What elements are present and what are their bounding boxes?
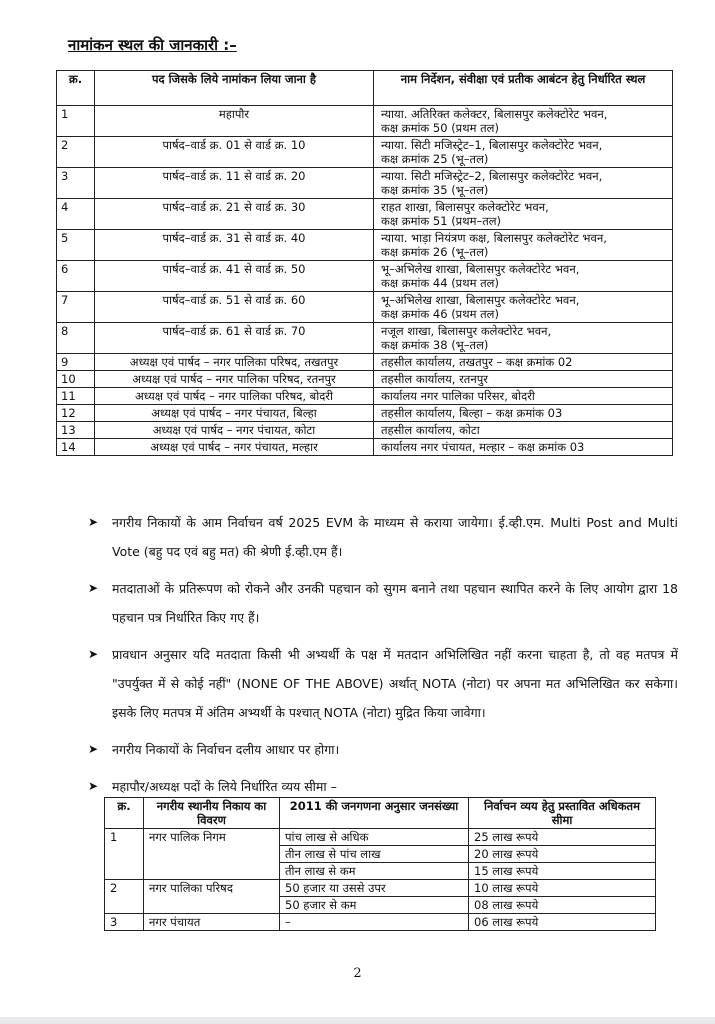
row-venue (374, 137, 673, 168)
row-venue (374, 422, 673, 439)
venue-line-2: कक्ष क्रमांक 38 (भू–तल) (381, 338, 489, 352)
row-limit: 10 लाख रूपये (469, 880, 656, 897)
row-serial: 14 (57, 439, 95, 456)
bullet-item (88, 640, 678, 727)
table-row (105, 914, 656, 931)
row-venue (374, 168, 673, 199)
row-post: अध्यक्ष एवं पार्षद – नगर पंचायत, बिल्हा (95, 405, 374, 422)
row-population: तीन लाख से कम (280, 863, 469, 880)
row-post: पार्षद–वार्ड क्र. 51 से वार्ड क्र. 60 (95, 292, 374, 323)
row-venue (374, 371, 673, 388)
venue-line-1: नजूल शाखा, बिलासपुर कलेक्टोरेट भवन, (381, 324, 552, 338)
row-serial: 12 (57, 405, 95, 422)
row-population: 50 हजार से कम (280, 897, 469, 914)
table-row (57, 292, 673, 323)
row-post: पार्षद–वार्ड क्र. 41 से वार्ड क्र. 50 (95, 261, 374, 292)
venue-line-1: न्याया. अतिरिक्त कलेक्टर, बिलासपुर कलेक्टोरेट भवन, (381, 107, 608, 121)
row-limit: 15 लाख रूपये (469, 863, 656, 880)
row-serial: 8 (57, 323, 95, 354)
row-venue (374, 199, 673, 230)
table-row (57, 323, 673, 354)
venue-line-1: तहसील कार्यालय, बिल्हा – कक्ष क्रमांक 03 (381, 406, 563, 420)
table-row (105, 863, 656, 880)
table-row (105, 880, 656, 897)
row-serial: 13 (57, 422, 95, 439)
table-body (105, 829, 656, 931)
row-venue (374, 292, 673, 323)
table-row (57, 354, 673, 371)
bullet-item (88, 735, 678, 764)
table-row (57, 137, 673, 168)
header-serial: क्र. (105, 798, 144, 829)
row-venue (374, 388, 673, 405)
venue-line-1: तहसील कार्यालय, रतनपुर (381, 372, 488, 386)
venue-line-1: कार्यालय नगर पालिका परिसर, बोदरी (381, 389, 535, 403)
row-serial (105, 846, 144, 863)
bullet-text: नगरीय निकायों के आम निर्वाचन वर्ष 2025 EVM के माध्यम से कराया जायेगा। ई.व्ही.एम. Multi Post and Multi Vote (बहु पद एवं बहु मत) की श्रेणी ई.व्ही.एम हैं। (112, 515, 678, 559)
row-body (144, 863, 280, 880)
row-venue (374, 405, 673, 422)
row-post: अध्यक्ष एवं पार्षद – नगर पालिका परिषद, तखतपुर (95, 354, 374, 371)
row-venue (374, 230, 673, 261)
row-serial: 10 (57, 371, 95, 388)
row-serial (105, 897, 144, 914)
row-limit: 25 लाख रूपये (469, 829, 656, 846)
bullet-list (88, 508, 678, 809)
row-post: अध्यक्ष एवं पार्षद – नगर पालिका परिषद, रतनपुर (95, 371, 374, 388)
row-serial: 6 (57, 261, 95, 292)
row-post: महापौर (95, 106, 374, 137)
table-header-row (57, 71, 673, 106)
row-serial: 5 (57, 230, 95, 261)
row-serial: 1 (57, 106, 95, 137)
row-population: पांच लाख से अधिक (280, 829, 469, 846)
table-row (57, 199, 673, 230)
table-row (57, 106, 673, 137)
table-row (57, 371, 673, 388)
row-serial: 9 (57, 354, 95, 371)
table-row (105, 846, 656, 863)
venue-line-1: न्याया. सिटी मजिस्ट्रेट–1, बिलासपुर कलेक्टोरेट भवन, (381, 138, 603, 152)
arrow-right-icon: ➤ (88, 647, 99, 661)
venue-line-1: भू–अभिलेख शाखा, बिलासपुर कलेक्टोरेट भवन, (381, 293, 580, 307)
bullet-item (88, 508, 678, 566)
venue-line-2: कक्ष क्रमांक 51 (प्रथम–तल) (381, 214, 502, 228)
row-body: नगर पालिका परिषद (144, 880, 280, 897)
bullet-text: नगरीय निकायों के निर्वाचन दलीय आधार पर होगा। (112, 742, 340, 757)
row-limit: 06 लाख रूपये (469, 914, 656, 931)
row-population: तीन लाख से पांच लाख (280, 846, 469, 863)
arrow-right-icon: ➤ (88, 515, 99, 529)
table-row (105, 829, 656, 846)
row-serial: 3 (105, 914, 144, 931)
row-body: नगर पालिक निगम (144, 829, 280, 846)
table-row (57, 230, 673, 261)
page-number: 2 (353, 966, 362, 981)
venue-line-1: राहत शाखा, बिलासपुर कलेक्टोरेट भवन, (381, 200, 549, 214)
table-row (57, 422, 673, 439)
venue-line-2: कक्ष क्रमांक 44 (प्रथम तल) (381, 276, 499, 290)
header-venue: नाम निर्देशन, संवीक्षा एवं प्रतीक आबंटन हेतु निर्धारित स्थल (374, 71, 673, 106)
venue-line-1: न्याया. सिटी मजिस्ट्रेट–2, बिलासपुर कलेक्टोरेट भवन, (381, 169, 603, 183)
row-population: – (280, 914, 469, 931)
arrow-right-icon: ➤ (88, 742, 99, 756)
venue-line-1: कार्यालय नगर पंचायत, मल्हार – कक्ष क्रमांक 03 (381, 440, 585, 454)
row-limit: 20 लाख रूपये (469, 846, 656, 863)
table-header-row (105, 798, 656, 829)
bullet-text: प्रावधान अनुसार यदि मतदाता किसी भी अभ्यर्थी के पक्ष में मतदान अभिलिखित नहीं करना चाहता है, तो वह मतपत्र में "उपर्युक्त में से कोई नहीं" (NONE OF THE ABOVE) अर्थात् NOTA (नोटा) पर अपना मत अभिलिखित कर सकेगा। इसके लिए मतपत्र में अंतिम अभ्यर्थी के पश्चात् NOTA (नोटा) मुद्रित किया जावेगा। (112, 647, 678, 720)
venue-line-2: कक्ष क्रमांक 25 (भू–तल) (381, 152, 489, 166)
bullet-item (88, 574, 678, 632)
table-row (57, 405, 673, 422)
row-population: 50 हजार या उससे उपर (280, 880, 469, 897)
header-population: 2011 की जनगणना अनुसार जनसंख्या (280, 798, 469, 829)
table-row (57, 439, 673, 456)
row-post: अध्यक्ष एवं पार्षद – नगर पंचायत, कोटा (95, 422, 374, 439)
row-post: अध्यक्ष एवं पार्षद – नगर पालिका परिषद, बोदरी (95, 388, 374, 405)
arrow-right-icon: ➤ (88, 779, 99, 793)
header-limit: निर्वाचन व्यय हेतु प्रस्तावित अधिकतम सीमा (469, 798, 656, 829)
table-body (57, 106, 673, 456)
bullet-text: मतदाताओं के प्रतिरूपण को रोकने और उनकी पहचान को सुगम बनाने तथा पहचान स्थापित करने के लिए आयोग द्वारा 18 पहचान पत्र निर्धारित किए गए हैं। (112, 581, 678, 625)
row-post: पार्षद–वार्ड क्र. 61 से वार्ड क्र. 70 (95, 323, 374, 354)
arrow-right-icon: ➤ (88, 581, 99, 595)
row-venue (374, 106, 673, 137)
venue-line-1: तहसील कार्यालय, कोटा (381, 423, 480, 437)
row-post: अध्यक्ष एवं पार्षद – नगर पंचायत, मल्हार (95, 439, 374, 456)
row-venue (374, 354, 673, 371)
row-serial: 3 (57, 168, 95, 199)
venue-line-2: कक्ष क्रमांक 46 (प्रथम तल) (381, 307, 499, 321)
table-row (57, 388, 673, 405)
venue-line-1: भू–अभिलेख शाखा, बिलासपुर कलेक्टोरेट भवन, (381, 262, 580, 276)
expense-limit-table (104, 797, 656, 931)
section-heading: नामांकन स्थल की जानकारी :– (68, 36, 237, 54)
row-serial: 11 (57, 388, 95, 405)
row-serial: 2 (105, 880, 144, 897)
nomination-venue-table (56, 70, 673, 456)
row-serial: 7 (57, 292, 95, 323)
row-post: पार्षद–वार्ड क्र. 11 से वार्ड क्र. 20 (95, 168, 374, 199)
row-body (144, 897, 280, 914)
row-venue (374, 439, 673, 456)
table-row (57, 168, 673, 199)
bullet-text: महापौर/अध्यक्ष पदों के लिये निर्धारित व्यय सीमा – (112, 779, 337, 794)
venue-line-2: कक्ष क्रमांक 35 (भू–तल) (381, 183, 489, 197)
table-row (105, 897, 656, 914)
venue-line-1: न्याया. भाड़ा नियंत्रण कक्ष, बिलासपुर कलेक्टोरेट भवन, (381, 231, 607, 245)
row-venue (374, 261, 673, 292)
venue-line-1: तहसील कार्यालय, तखतपुर – कक्ष क्रमांक 02 (381, 355, 573, 369)
venue-line-2: कक्ष क्रमांक 50 (प्रथम तल) (381, 121, 499, 135)
viewer-bottom-bar (0, 1017, 715, 1024)
row-serial (105, 863, 144, 880)
row-serial: 1 (105, 829, 144, 846)
header-body: नगरीय स्थानीय निकाय का विवरण (144, 798, 280, 829)
row-serial: 4 (57, 199, 95, 230)
row-post: पार्षद–वार्ड क्र. 21 से वार्ड क्र. 30 (95, 199, 374, 230)
row-body (144, 846, 280, 863)
venue-line-2: कक्ष क्रमांक 26 (भू–तल) (381, 245, 489, 259)
row-post: पार्षद–वार्ड क्र. 01 से वार्ड क्र. 10 (95, 137, 374, 168)
row-body: नगर पंचायत (144, 914, 280, 931)
row-limit: 08 लाख रूपये (469, 897, 656, 914)
header-serial: क्र. (57, 71, 95, 106)
table-row (57, 261, 673, 292)
row-post: पार्षद–वार्ड क्र. 31 से वार्ड क्र. 40 (95, 230, 374, 261)
row-venue (374, 323, 673, 354)
row-serial: 2 (57, 137, 95, 168)
header-post: पद जिसके लिये नामांकन लिया जाना है (95, 71, 374, 106)
